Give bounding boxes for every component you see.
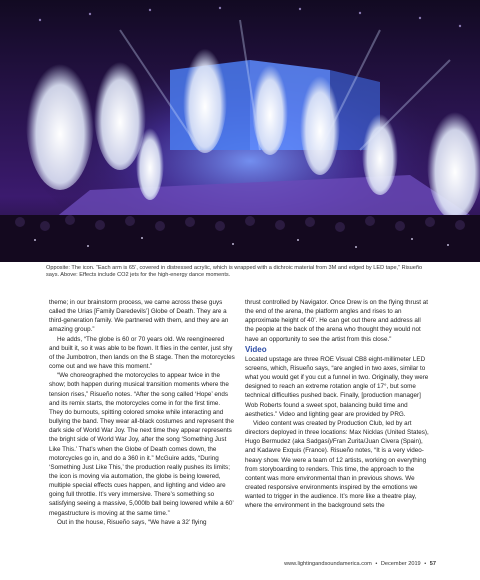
right-paragraph-2: Located upstage are three ROE Visual CB8 eight-millimeter LED screens, which, Risueño says, “are angled in two axes, similar to what you would get if you cut a funnel in two. Originally, they were designed to reach an extreme rotation angle of 17°, but some technical difficulties pushed back. Finally, [production manager] Wob Roberts found a sweet spot, balancing build time and aesthetics.” Video and lighting gear are provided by PRG. bbox=[245, 355, 429, 418]
left-paragraph-3: “We choreographed the motorcycles to appear twice in the show; both happen during musical transition moments where the tension rises,” Risueño notes. “After the song called ‘Hope’ ends and its remix starts, the motorcycles come in for the first time. They do burnouts, spitting colored smoke while interacting and bullying the band. They wear all-black costumes and represent the dark side of World War Joy. The next time they appear represents the bright side of World War Joy, after the song ‘Something Just Like This.’ That’s when the Globe of Death comes down, the motorcycles go in, and do a 360 in it.” McGuire adds, “During ‘Something Just Like This,’ the production really pushes its limits; the icon is moving via automation, the globe is being lowered, multiple special effects cues happen, and lighting and video are going full throttle. It’s very immersive. There’s something so satisfying seeing a massive, 5,000lb ball being lowered while a 60’ megastructure is moving at the same time.” bbox=[49, 372, 235, 517]
footer-url[interactable]: www.lightingandsoundamerica.com bbox=[284, 561, 372, 567]
left-paragraph-1: theme; in our brainstorm process, we came across these guys called the Urias [Family Daredevils’] Globe of Death. They are a third-generation family. We partnered with them, and they are an amazing group.” bbox=[49, 299, 229, 334]
photo-caption: Opposite: The icon. “Each arm is 65’, covered in distressed acrylic, which is wrapped with a dichroic material from 3M and edged by LED tape,” Risueño says. Above: Effects include CO2 jets for the high-energy dance moments. bbox=[46, 265, 423, 278]
page-footer bbox=[284, 561, 436, 567]
left-paragraph-2: He adds, “The globe is 60 or 70 years old. We reengineered and built it, so it was able to be flown. It flies in the center, just shy of the Jumbotron, then lands on the B stage. Then the motorcycles come out and we have this moment.” bbox=[49, 335, 235, 371]
right-column bbox=[245, 298, 431, 510]
right-paragraph-1: thrust controlled by Navigator. Once Drew is on the flying thrust at the end of the arena, the platform angles and rises to an approximate height of 40’. He can get out there and address all the people at the back of the arena who thought they would not have an opportunity to see the artist from this close.” bbox=[245, 299, 429, 343]
left-paragraph-4: Out in the house, Risueño says, “We have a 32’ flying bbox=[57, 518, 207, 526]
concert-stage-illustration bbox=[0, 0, 480, 262]
section-heading-video: Video bbox=[245, 344, 267, 354]
footer-date: December 2019 bbox=[380, 561, 421, 567]
right-paragraph-3: Video content was created by Production Club, led by art directors deployed in three locations: Max Nicklas (United States), Hugo Bermudez (aka Sadgasi)/Fran Zurita/Juan Civera (Spain), and Kadavre Exquis (France). Risueño notes, “It is a very video-heavy show. We were a team of 12 artists, working on everything from storyboarding to renders. This time, the approach to the content was more environmental than in previous shows. We created responsive environments inspired by the emotions we wanted to trigger in the audience. It’s more like a theatre play, where the environment in the background sets the bbox=[245, 419, 429, 510]
concert-photo bbox=[0, 0, 480, 262]
footer-separator-2: • bbox=[424, 561, 427, 567]
footer-separator: • bbox=[375, 561, 378, 567]
page-number: 57 bbox=[429, 561, 436, 567]
left-column bbox=[49, 298, 235, 527]
